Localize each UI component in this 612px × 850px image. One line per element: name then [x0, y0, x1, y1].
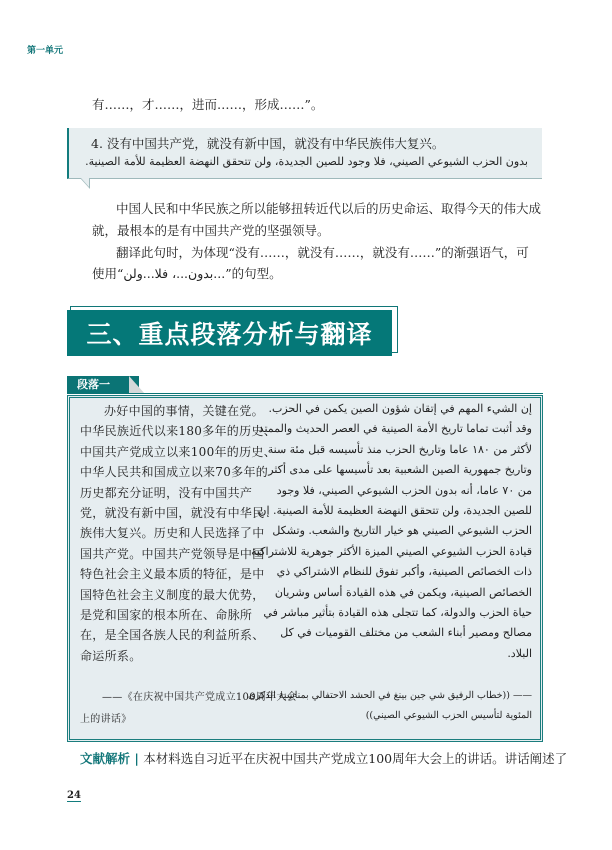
tab-slant [129, 376, 145, 394]
passage-arabic-line: الخصائص الصينية، ويكمن في هذه القيادة أساس وشريان [274, 585, 532, 599]
passage-chinese-line: 族伟大复兴。历史和人民选择了中 [80, 526, 265, 541]
analysis-label: 文献解析 | [80, 751, 144, 766]
passage-arabic-line: حياة الحزب والدولة، كما تتجلى هذه القيادة بتأثير مباشر في [263, 606, 532, 619]
example-callout [67, 128, 542, 179]
passage-arabic-source: —— ((خطاب الرفيق شي جين بينغ في الحشد الاحتفالي بمناسبة الذكرى [248, 690, 532, 701]
passage-arabic-line: مصالح ومصير أبناء الشعب من مختلف القوميات في كل [280, 626, 532, 640]
passage-arabic-line: من ٧٠ عاما، أنه بدون الحزب الشيوعي الصيني، فلا وجود [276, 483, 532, 497]
analysis-text: 本材料选自习近平在庆祝中国共产党成立100周年大会上的讲话。讲话阐述了 [143, 751, 568, 766]
callout-tail-fill [81, 178, 89, 187]
passage-arabic-line: لأكثر من ١٨٠ عاما وتاريخ الحزب منذ تأسيسه قبل مئة سنة [267, 442, 532, 456]
passage-arabic-line: وتاريخ جمهورية الصين الشعبية بعد تأسيسها على مدى أكثر [268, 463, 532, 477]
intro-line: 有……，才……，进而……，形成……”。 [92, 97, 324, 112]
callout-arabic: بدون الحزب الشيوعي الصيني، فلا وجود للصين الجديدة، ولن تتحقق النهضة العظيمة للأمة الصينية. [85, 155, 528, 168]
passage-arabic-line: الحزب الشيوعي الصيني هو خيار التاريخ والشعب. وتشكل [272, 524, 532, 538]
passage-chinese-line: 党，就没有新中国，就没有中华民 [80, 506, 265, 520]
section-heading: 三、重点段落分析与翻译 [67, 310, 392, 356]
passage-chinese-source: ——《在庆祝中国共产党成立100周年大会 [102, 692, 298, 703]
passage-arabic-line: البلاد. [507, 646, 532, 660]
passage-chinese-line: 中华人民共和国成立以来70多年的 [80, 465, 269, 480]
explanation-line: 使用“بدون...، فلا...ولن...”的句型。 [92, 266, 282, 281]
passage-arabic-line: ذات الخصائص الصينية، وأكبر تفوق للنظام الاشتراكي ذي [276, 565, 532, 579]
callout-chinese: 4. 没有中国共产党，就没有新中国，就没有中华民族伟大复兴。 [91, 136, 445, 151]
passage-chinese-line: 是党和国家的根本所在、命脉所 [80, 608, 253, 622]
passage-arabic-line: قيادة الحزب الشيوعي الصيني الميزة الأكثر جوهرية للاشتراكية [251, 544, 532, 558]
passage-chinese-line: 命运所系。 [80, 648, 142, 663]
passage-chinese-line: 特色社会主义最本质的特征，是中 [80, 567, 265, 582]
tab-rule [67, 393, 543, 394]
explanation-line: 翻译此句时，为体现“没有……，就没有……，就没有……”的渐强语气，可 [116, 245, 529, 260]
passage-chinese-line: 在，是全国各族人民的利益所系、 [80, 628, 265, 643]
passage-chinese-line: 国共产党。中国共产党领导是中国 [80, 546, 265, 561]
explanation-line: 中国人民和中华民族之所以能够扭转近代以后的历史命运、取得今天的伟大成 [116, 201, 542, 216]
passage-arabic-line: إن الشيء المهم في إتقان شؤون الصين يكمن في الحزب. [268, 402, 532, 415]
passage-chinese-source: 上的讲话》 [80, 714, 132, 725]
unit-header: 第一单元 [27, 46, 64, 56]
passage-arabic-source: المئوية لتأسيس الحزب الشيوعي الصيني)) [365, 710, 532, 721]
passage-arabic-line: وقد أثبت تماما تاريخ الأمة الصينية في العصر الحديث والممتد [258, 422, 532, 436]
page-number: 24 [67, 790, 81, 801]
passage-chinese-line: 中国共产党成立以来100年的历史、 [80, 444, 277, 459]
explanation-line: 就，最根本的是有中国共产党的坚强领导。 [92, 223, 330, 238]
paragraph-tab: 段落一 [67, 376, 139, 394]
passage-chinese-line: 历史都充分证明，没有中国共产 [80, 485, 253, 500]
document-analysis [80, 749, 567, 767]
passage-arabic-line: للصين الجديدة، ولن تتحقق النهضة العظيمة للأمة الصينية. إن [258, 504, 532, 517]
passage-chinese-line: 中华民族近代以来180多年的历史、 [80, 424, 277, 439]
passage-chinese-line: 国特色社会主义制度的最大优势， [80, 587, 265, 602]
passage-chinese-line: 办好中国的事情，关键在党。 [104, 404, 264, 418]
